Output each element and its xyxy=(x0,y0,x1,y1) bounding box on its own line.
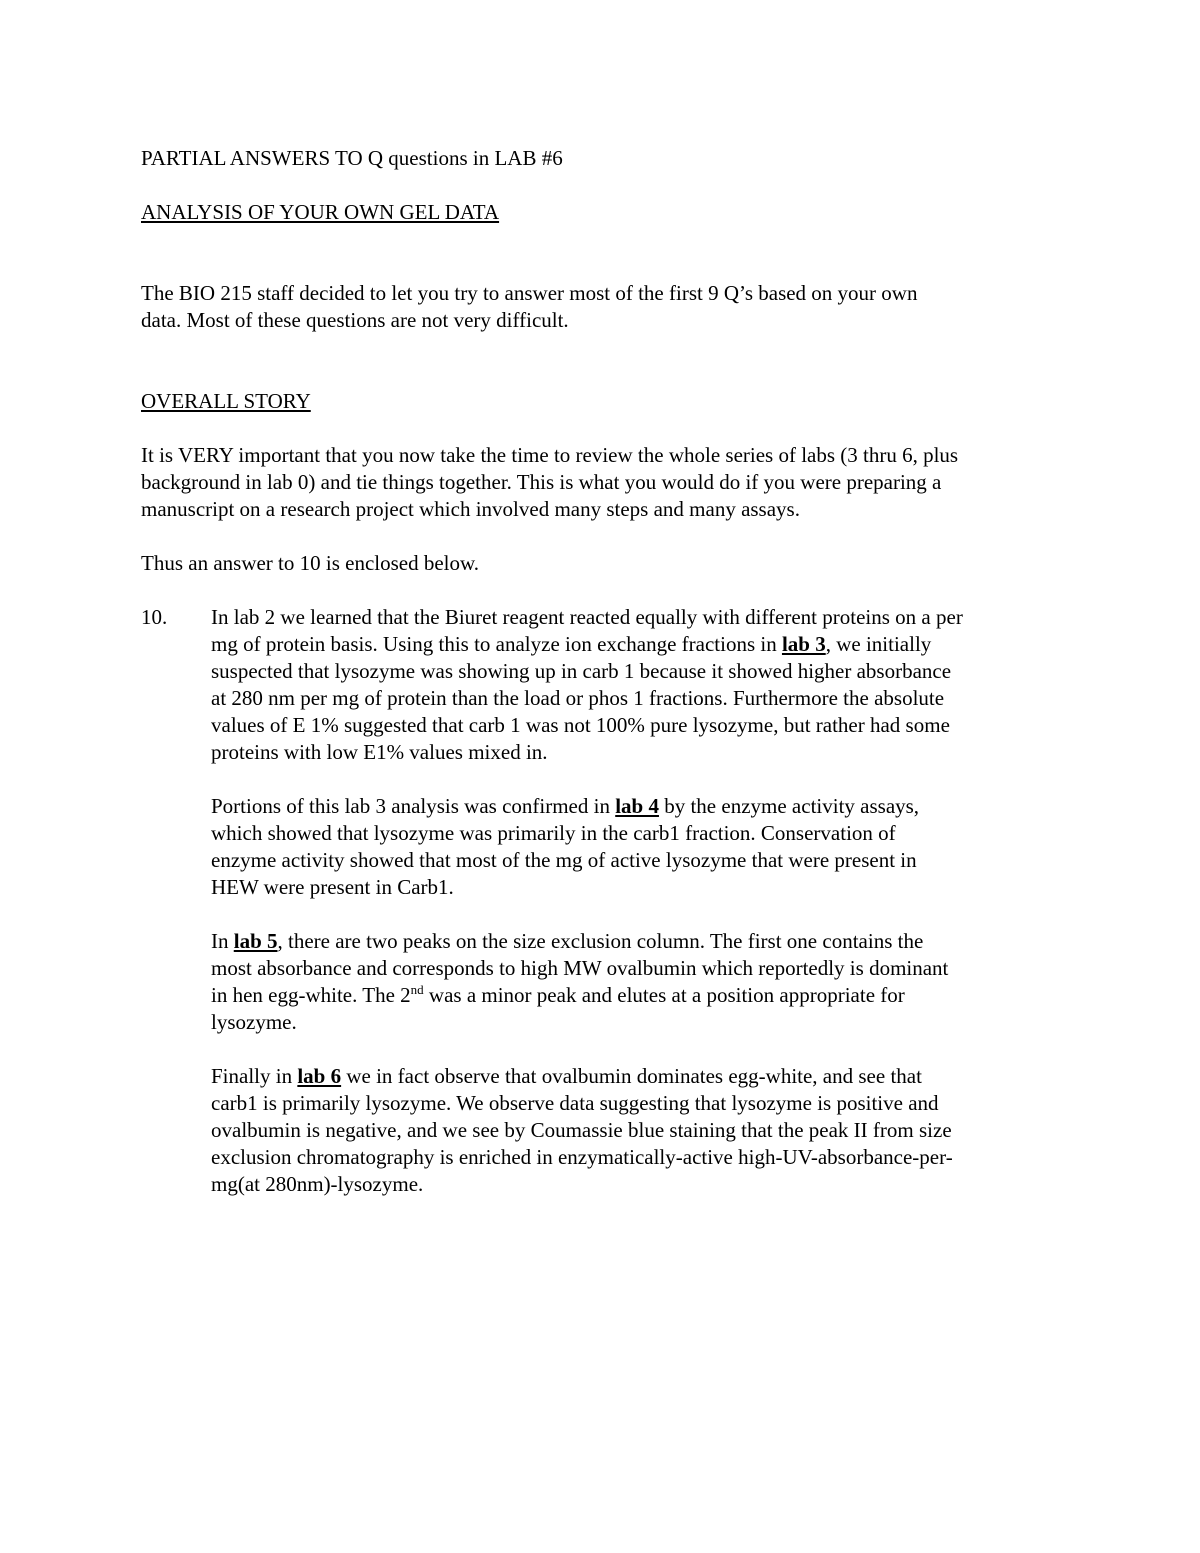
answer-line: which showed that lysozyme was primarily in the carb1 fraction. Conservation of xyxy=(211,821,896,845)
answer-line: at 280 nm per mg of protein than the load or phos 1 fractions. Furthermore the absolute xyxy=(211,686,945,710)
ordinal-superscript: nd xyxy=(410,982,424,997)
document-title: PARTIAL ANSWERS TO Q questions in LAB #6 xyxy=(141,146,563,170)
intro-line: data. Most of these questions are not very difficult. xyxy=(141,308,569,332)
answer-line: In lab 5, there are two peaks on the size exclusion column. The first one contains the xyxy=(211,929,924,953)
answer-line: mg(at 280nm)-lysozyme. xyxy=(211,1172,424,1196)
answer-line: Portions of this lab 3 analysis was confirmed in lab 4 by the enzyme activity assays, xyxy=(211,794,920,818)
answer-line: enzyme activity showed that most of the mg of active lysozyme that were present in xyxy=(211,848,917,872)
section-heading-gel-data: ANALYSIS OF YOUR OWN GEL DATA xyxy=(141,200,500,224)
intro-line: The BIO 215 staff decided to let you try to answer most of the first 9 Q’s based on your own xyxy=(141,281,918,305)
answer-line: proteins with low E1% values mixed in. xyxy=(211,740,548,764)
answer-line: mg of protein basis. Using this to analyze ion exchange fractions in lab 3, we initially xyxy=(211,632,932,656)
answer-line: ovalbumin is negative, and we see by Coumassie blue staining that the peak II from size xyxy=(211,1118,952,1142)
section-heading-overall-story: OVERALL STORY xyxy=(141,389,311,413)
answer-line: Finally in lab 6 we in fact observe that ovalbumin dominates egg-white, and see that xyxy=(211,1064,922,1088)
story-line: background in lab 0) and tie things together. This is what you would do if you were preparing a xyxy=(141,470,942,494)
answer-line: exclusion chromatography is enriched in enzymatically-active high-UV-absorbance-per- xyxy=(211,1145,953,1169)
question-number: 10. xyxy=(141,605,168,629)
lab-reference: lab 6 xyxy=(297,1064,342,1088)
answer-line: carb1 is primarily lysozyme. We observe data suggesting that lysozyme is positive and xyxy=(211,1091,939,1115)
lab-reference: lab 4 xyxy=(615,794,659,818)
answer-line: most absorbance and corresponds to high MW ovalbumin which reportedly is dominant xyxy=(211,956,949,980)
story-line: manuscript on a research project which involved many steps and many assays. xyxy=(141,497,800,521)
answer-line: suspected that lysozyme was showing up in carb 1 because it showed higher absorbance xyxy=(211,659,952,683)
answer-line: HEW were present in Carb1. xyxy=(211,875,454,899)
lab-reference: lab 5 xyxy=(233,929,278,953)
answer-line: lysozyme. xyxy=(211,1010,297,1034)
lab-reference: lab 3 xyxy=(781,632,826,656)
answer-line: In lab 2 we learned that the Biuret reagent reacted equally with different proteins on a per xyxy=(211,605,963,629)
answer-line: in hen egg-white. The 2nd was a minor peak and elutes at a position appropriate for xyxy=(211,982,905,1007)
thus-line: Thus an answer to 10 is enclosed below. xyxy=(141,551,480,575)
story-line: It is VERY important that you now take the time to review the whole series of labs (3 thru 6, plus xyxy=(141,443,959,467)
answer-line: values of E 1% suggested that carb 1 was not 100% pure lysozyme, but rather had some xyxy=(211,713,950,737)
